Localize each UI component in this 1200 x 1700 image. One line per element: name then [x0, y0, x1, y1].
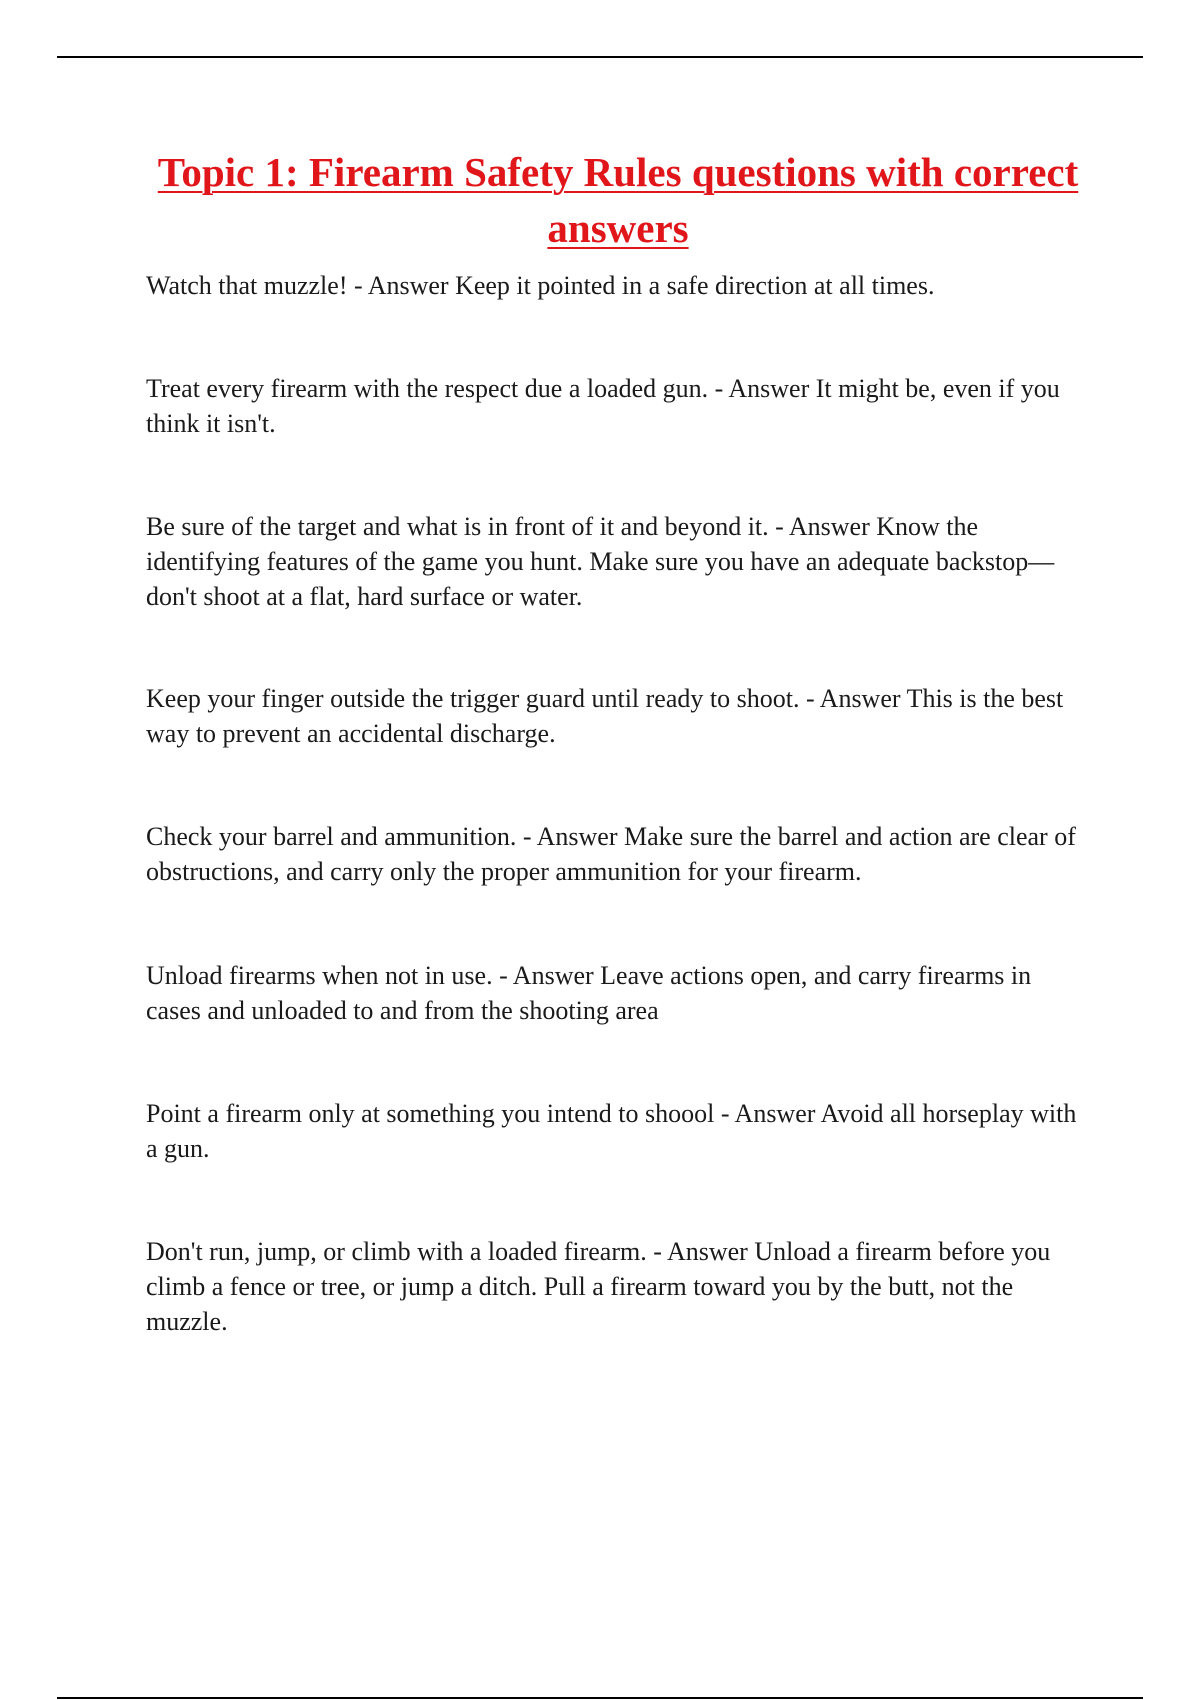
- qa-item: Keep your finger outside the trigger guard until ready to shoot. - Answer This is the best way to prevent an accidental discharge.: [146, 684, 1064, 748]
- qa-item: Treat every firearm with the respect due a loaded gun. - Answer It might be, even if you think it isn't.: [146, 374, 1060, 438]
- top-rule: [57, 56, 1143, 58]
- bottom-rule: [57, 1697, 1143, 1699]
- qa-item: Point a firearm only at something you intend to shoool - Answer Avoid all horseplay with a gun.: [146, 1099, 1077, 1163]
- qa-item: Don't run, jump, or climb with a loaded firearm. - Answer Unload a firearm before you climb a fence or tree, or jump a ditch. Pull a firearm toward you by the butt, not the muzzle.: [146, 1237, 1051, 1336]
- qa-item: Unload firearms when not in use. - Answer Leave actions open, and carry firearms in cases and unloaded to and from the shooting area: [146, 961, 1032, 1025]
- qa-item: Be sure of the target and what is in front of it and beyond it. - Answer Know the identifying features of the game you hunt. Make sure you have an adequate backstop—don't shoot at a flat, hard surface or water.: [146, 512, 1055, 611]
- qa-item: Check your barrel and ammunition. - Answer Make sure the barrel and action are clear of obstructions, and carry only the proper ammunition for your firearm.: [146, 822, 1076, 886]
- qa-item: Watch that muzzle! - Answer Keep it pointed in a safe direction at all times.: [146, 271, 935, 300]
- page-title: Topic 1: Firearm Safety Rules questions with correct answers: [157, 149, 1079, 251]
